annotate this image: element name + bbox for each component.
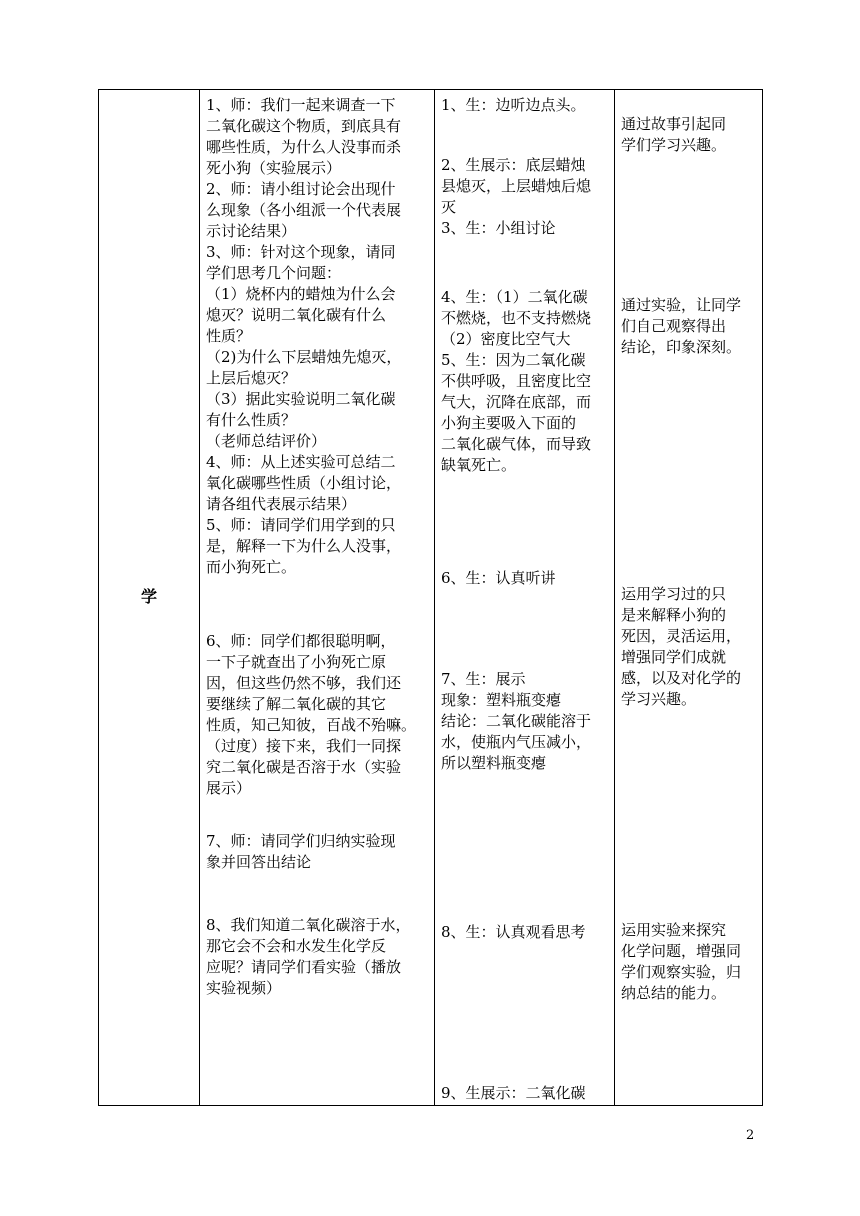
lesson-plan-table [98, 89, 763, 1106]
column-divider [199, 90, 200, 1105]
intent-block: 通过故事引起同 学们学习兴趣。 [621, 115, 727, 154]
teacher-block: 6、师：同学们都很聪明啊， 一下子就查出了小狗死亡原 因，但这些仍然不够，我们还 要继续了解二氧化碳的其它 性质，知己知彼，百战不殆嘛。 （过度）接下来，我们一同探 究二氧化碳是否溶于水（实验 展示） [206, 632, 417, 797]
student-block: 7、生：展示 现象：塑料瓶变瘪 结论：二氧化碳能溶于 水，使瓶内气压减小， 所以塑料瓶变瘪 [441, 670, 592, 772]
teacher-block: 1、师：我们一起来调查一下 二氧化碳这个物质，到底具有 哪些性质，为什么人没事而杀 死小狗（实验展示） 2、师：请小组讨论会出现什 么现象（各小组派一个代表展 示讨论结果） 3、师：针对这个现象，请同 学们思考几个问题： （1）烧杯内的蜡烛为什么会 熄灭？说明二氧化碳有什么 性质？ （2)为什么下层蜡烛先熄灭， 上层后熄灭？ （3）据此实验说明二氧化碳 有什么性质？ （老师总结评价） 4、师：从上述实验可总结二 氧化碳哪些性质（小组讨论， 请各组代表展示结果） 5、师：请同学们用学到的只 是，解释一下为什么人没事， 而小狗死亡。 [206, 96, 402, 576]
column-divider [614, 90, 615, 1105]
student-block: 4、生：（1）二氧化碳 不燃烧，也不支持燃烧 （2）密度比空气大 5、生：因为二氧化碳 不供呼吸，且密度比空 气大，沉降在底部，而 小狗主要吸入下面的 二氧化碳气体，而导致 缺氧死亡。 [441, 288, 592, 474]
intent-block: 运用实验来探究 化学问题，增强同 学们观察实验，归 纳总结的能力。 [621, 921, 742, 1002]
page-number: 2 [746, 1128, 755, 1143]
student-block: 1、生：边听边点头。 [441, 96, 586, 114]
student-block: 9、生展示：二氧化碳 [441, 1084, 586, 1102]
intent-block: 运用学习过的只 是来解释小狗的 死因，灵活运用， 增强同学们成就 感，以及对化学的 学习兴趣。 [621, 585, 742, 708]
student-block: 8、生：认真观看思考 [441, 923, 586, 941]
teacher-block: 7、师：请同学们归纳实验现 象并回答出结论 [206, 832, 396, 871]
student-block: 2、生展示：底层蜡烛 县熄灭，上层蜡烛后熄 灭 3、生：小组讨论 [441, 156, 592, 237]
column-divider [434, 90, 435, 1105]
intent-block: 通过实验，让同学 们自己观察得出 结论，印象深刻。 [621, 296, 742, 356]
teacher-block: 8、我们知道二氧化碳溶于水， 那它会不会和水发生化学反 应呢？请同学们看实验（播放 实验视频） [206, 916, 411, 997]
student-block: 6、生：认真听讲 [441, 569, 556, 587]
stage-label: 学 [140, 587, 157, 606]
